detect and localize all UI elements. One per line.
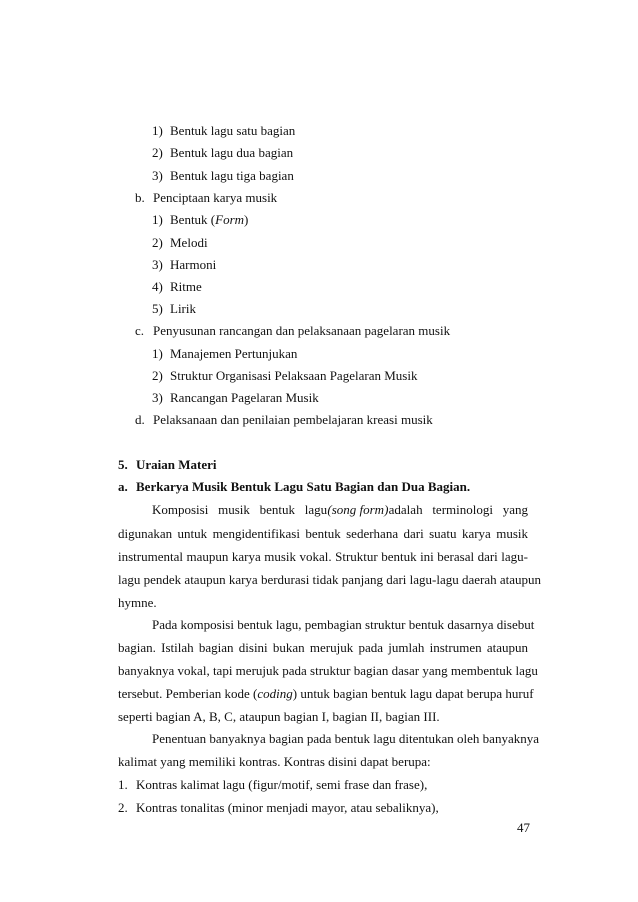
outline-item-a2: 2) Bentuk lagu dua bagian (152, 145, 294, 160)
outline-item-b4: 4) Ritme (152, 279, 202, 294)
list-item: 1. Kontras kalimat lagu (figur/motif, semi frase dan frase), (118, 777, 428, 792)
page-number: 47 (517, 820, 530, 835)
paragraph-1-line-1: Komposisi musik bentuk lagu (song form) adalah terminologi yang (152, 502, 528, 517)
paragraph-3-line-1: Penentuan banyaknya bagian pada bentuk lagu ditentukan oleh banyaknya (152, 731, 539, 746)
outline-item-a1: 1) Bentuk lagu satu bagian (152, 123, 296, 138)
section-heading: 5. Uraian Materi (118, 457, 217, 472)
paragraph-1-line-4: lagu pendek ataupun karya berdurasi tidak panjang dari lagu-lagu daerah ataupun (118, 572, 542, 587)
paragraph-2-line-1: Pada komposisi bentuk lagu, pembagian struktur bentuk dasarnya disebut (152, 617, 535, 632)
subsection-heading: a. Berkarya Musik Bentuk Lagu Satu Bagian dan Dua Bagian. (118, 479, 471, 494)
outline-item-a3: 3) Bentuk lagu tiga bagian (152, 168, 294, 183)
paragraph-2-line-3: banyaknya vokal, tapi merujuk pada struktur bagian dasar yang membentuk lagu (118, 663, 538, 678)
paragraph-2-line-5: seperti bagian A, B, C, ataupun bagian I, bagian II, bagian III. (118, 709, 440, 724)
outline-item-b: b. Penciptaan karya musik (135, 190, 278, 205)
outline-item-b3: 3) Harmoni (152, 257, 217, 272)
paragraph-1-line-3: instrumental maupun karya musik vokal. Struktur bentuk ini berasal dari lagu- (118, 549, 528, 564)
paragraph-2-line-4: tersebut. Pemberian kode (coding) untuk bagian bentuk lagu dapat berupa huruf (118, 686, 534, 701)
outline-item-b5: 5) Lirik (152, 301, 196, 316)
outline-item-c3: 3) Rancangan Pagelaran Musik (152, 390, 319, 405)
outline-item-c2: 2) Struktur Organisasi Pelaksaan Pagelaran Musik (152, 368, 418, 383)
list-item: 2. Kontras tonalitas (minor menjadi mayor, atau sebaliknya), (118, 800, 439, 815)
paragraph-2-line-2: bagian. Istilah bagian disini bukan merujuk pada jumlah instrumen ataupun (118, 640, 528, 655)
outline-item-b1: 1) Bentuk (Form) (152, 212, 249, 227)
outline-item-d: d. Pelaksanaan dan penilaian pembelajaran kreasi musik (135, 412, 433, 427)
paragraph-3-line-2: kalimat yang memiliki kontras. Kontras disini dapat berupa: (118, 754, 431, 769)
outline-item-c1: 1) Manajemen Pertunjukan (152, 346, 298, 361)
outline-item-c: c. Penyusunan rancangan dan pelaksanaan pagelaran musik (135, 323, 451, 338)
paragraph-1-line-5: hymne. (118, 595, 157, 610)
paragraph-1-line-2: digunakan untuk mengidentifikasi bentuk sederhana dari suatu karya musik (118, 526, 528, 541)
outline-item-b2: 2) Melodi (152, 235, 208, 250)
